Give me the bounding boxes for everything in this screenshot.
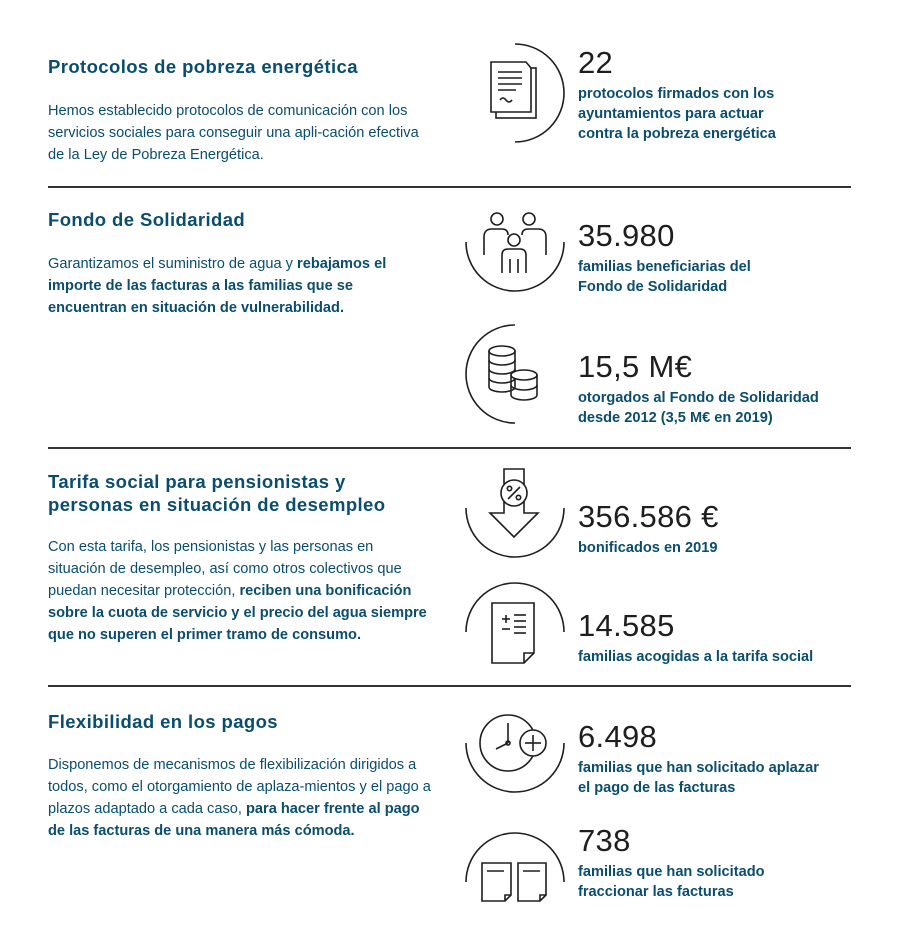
desc-line: protocolos firmados con los xyxy=(578,86,775,102)
family-icon xyxy=(460,197,570,307)
desc-line: ayuntamientos para actuar xyxy=(578,106,764,122)
section-text-fondo xyxy=(48,253,420,319)
text-bold: para hacer frente al pago de las facturas de una manera más cómoda. xyxy=(48,801,420,839)
stat-description xyxy=(578,84,858,144)
text-plain: Disponemos de mecanismos de flexibilización dirigidos a todos, como el otorgamiento de aplaza-mientos y el pago a plazos adaptado a cada caso, xyxy=(48,757,431,817)
divider xyxy=(48,186,851,188)
clock-plus-icon xyxy=(460,697,570,807)
section-title-fondo: Fondo de Solidaridad xyxy=(48,209,246,230)
split-bills-icon xyxy=(460,827,570,937)
stat-value: 15,5 M€ xyxy=(578,349,693,384)
desc-line: familias que han solicitado xyxy=(578,864,765,880)
stat-value: 14.585 xyxy=(578,608,675,643)
divider xyxy=(48,447,851,449)
stat-description xyxy=(578,862,858,902)
section-text-tarifa xyxy=(48,536,433,646)
desc-line: familias beneficiarias del xyxy=(578,259,751,275)
text-bold: rebajamos el importe de las facturas a las familias que se encuentran en situación de vulnerabilidad. xyxy=(48,256,387,316)
desc-line: familias acogidas a la tarifa social xyxy=(578,649,814,665)
coins-icon xyxy=(460,319,570,429)
stat-description xyxy=(578,758,858,798)
stat-description xyxy=(578,388,858,428)
stat-value: 22 xyxy=(578,45,614,80)
desc-line: familias que han solicitado aplazar xyxy=(578,760,819,776)
desc-line: desde 2012 (3,5 M€ en 2019) xyxy=(578,410,773,426)
section-title-protocolos: Protocolos de pobreza energética xyxy=(48,56,358,77)
section-text-protocolos: Hemos establecido protocolos de comunicación con los servicios sociales para conseguir una apli-cación efectiva de la Ley de Pobreza Energética. xyxy=(48,103,419,163)
title-line: Tarifa social para pensionistas y xyxy=(48,471,346,492)
desc-line: otorgados al Fondo de Solidaridad xyxy=(578,390,819,406)
title-line: personas en situación de desempleo xyxy=(48,494,386,515)
stat-description xyxy=(578,647,858,667)
text-bold: reciben una bonificación sobre la cuota de servicio y el precio del agua siempre que no superen el primer tramo de consumo. xyxy=(48,583,427,643)
stat-value: 6.498 xyxy=(578,719,658,754)
stat-description xyxy=(578,538,858,558)
divider xyxy=(48,685,851,687)
desc-line: el pago de las facturas xyxy=(578,780,736,796)
stat-value: 356.586 € xyxy=(578,499,719,534)
desc-line: fraccionar las facturas xyxy=(578,884,734,900)
document-icon xyxy=(460,38,570,148)
desc-line: Fondo de Solidaridad xyxy=(578,279,728,295)
section-title-tarifa xyxy=(48,470,385,516)
section-title-flexibilidad: Flexibilidad en los pagos xyxy=(48,711,278,732)
stat-value: 35.980 xyxy=(578,218,675,253)
invoice-icon xyxy=(460,577,570,687)
text-plain: Con esta tarifa, los pensionistas y las personas en situación de desempleo, así como otros colectivos que puedan necesitar protección, xyxy=(48,539,402,599)
desc-line: bonificados en 2019 xyxy=(578,540,718,556)
stat-description xyxy=(578,257,858,297)
text-plain: Garantizamos el suministro de agua y xyxy=(48,256,298,272)
discount-arrow-icon xyxy=(460,455,570,565)
stat-value: 738 xyxy=(578,823,631,858)
desc-line: contra la pobreza energética xyxy=(578,126,776,142)
section-text-flexibilidad xyxy=(48,754,433,842)
